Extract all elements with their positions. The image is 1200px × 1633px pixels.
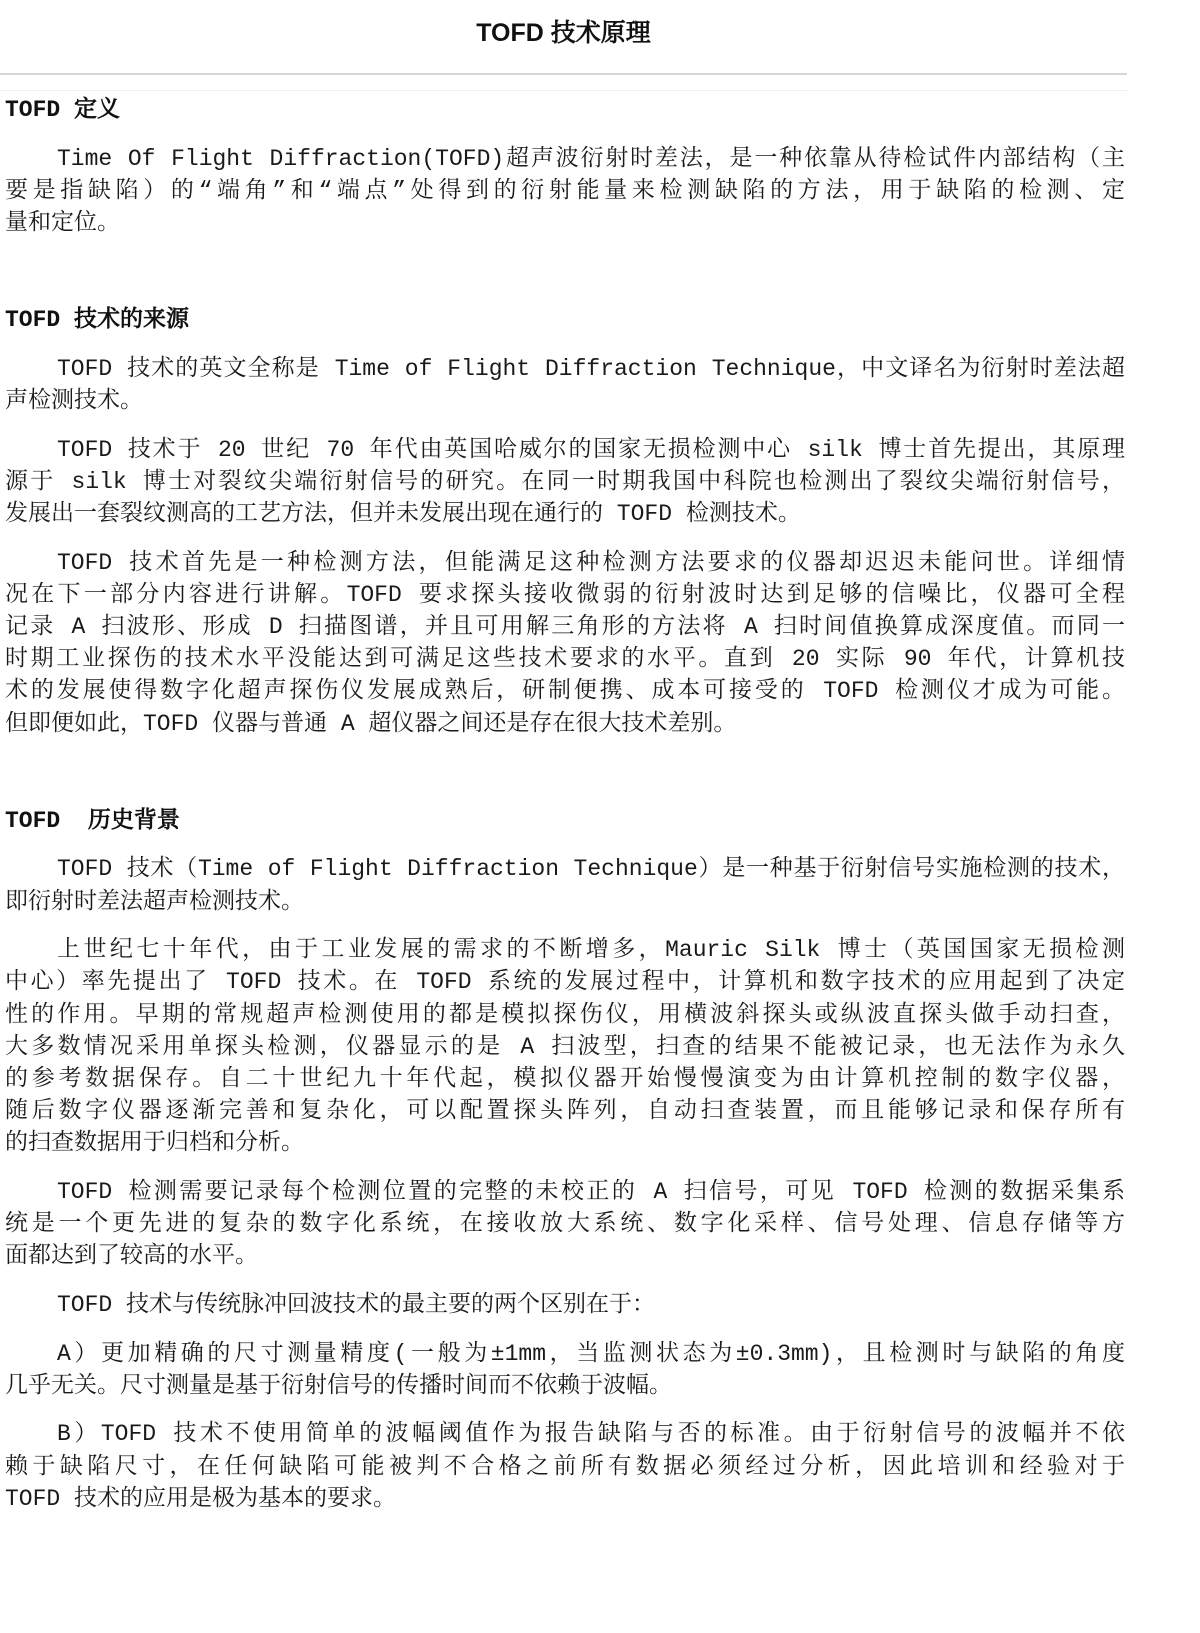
text-line: 源于 silk 博士对裂纹尖端衍射信号的研究。在同一时期我国中科院也检测出了裂纹尖端衍射信号， bbox=[5, 468, 1125, 495]
text-line: 统是一个更先进的复杂的数字化系统，在接收放大系统、数字化采样、信号处理、信息存储等方 bbox=[5, 1211, 1125, 1238]
text-line: 面都达到了较高的水平。 bbox=[5, 1243, 258, 1270]
section-definition bbox=[5, 94, 1125, 239]
paragraph bbox=[5, 1418, 1125, 1515]
paragraph bbox=[5, 1338, 1125, 1402]
header-divider-shadow bbox=[0, 90, 1127, 91]
text-line: 中心）率先提出了 TOFD 技术。在 TOFD 系统的发展过程中，计算机和数字技术的应用起到了决定 bbox=[5, 969, 1125, 996]
text-line: 的扫查数据用于归档和分析。 bbox=[5, 1130, 304, 1157]
paragraph bbox=[5, 1176, 1125, 1273]
text-line: 发展出一套裂纹测高的工艺方法，但并未发展出现在通行的 TOFD 检测技术。 bbox=[5, 501, 801, 527]
text-line: TOFD 技术首先是一种检测方法，但能满足这种检测方法要求的仪器却迟迟未能问世。详细情 bbox=[57, 549, 1125, 576]
text-line: 术的发展使得数字化超声探伤仪发展成熟后，研制便携、成本可接受的 TOFD 检测仪才成为可能。 bbox=[5, 678, 1125, 705]
text-line: TOFD 技术的英文全称是 Time of Flight Diffraction Technique，中文译名为衍射时差法超 bbox=[57, 355, 1125, 382]
paragraph bbox=[5, 934, 1125, 1159]
section-heading: TOFD 技术的来源 bbox=[5, 307, 190, 334]
paragraph bbox=[5, 143, 1125, 240]
text-line: TOFD 技术与传统脉冲回波技术的最主要的两个区别在于： bbox=[57, 1292, 656, 1319]
text-line: 性的作用。早期的常规超声检测使用的都是模拟探伤仪，用横波斜探头或纵波直探头做手动扫查， bbox=[5, 1001, 1125, 1028]
text-line: 记录 A 扫波形、形成 D 扫描图谱，并且可用解三角形的方法将 A 扫时间值换算成深度值。而同一 bbox=[5, 614, 1125, 640]
paragraph bbox=[5, 353, 1125, 417]
paragraph bbox=[5, 853, 1125, 917]
text-line: Time Of Flight Diffraction(TOFD)超声波衍射时差法，是一种依靠从待检试件内部结构（主 bbox=[57, 145, 1125, 172]
page-title: TOFD 技术原理 bbox=[476, 19, 651, 47]
text-line: 但即便如此，TOFD 仪器与普通 A 超仪器之间还是存在很大技术差别。 bbox=[5, 710, 737, 737]
text-line: 要是指缺陷）的“端角”和“端点”处得到的衍射能量来检测缺陷的方法，用于缺陷的检测、定 bbox=[5, 177, 1125, 204]
paragraph bbox=[5, 547, 1125, 740]
document-body bbox=[5, 94, 1125, 1515]
text-line: B）TOFD 技术不使用简单的波幅阈值作为报告缺陷与否的标准。由于衍射信号的波幅并不依 bbox=[57, 1421, 1125, 1448]
section-history bbox=[5, 805, 1125, 1515]
text-line: 即衍射时差法超声检测技术。 bbox=[5, 888, 304, 915]
text-line: TOFD 技术的应用是极为基本的要求。 bbox=[5, 1485, 397, 1512]
text-line: 赖于缺陷尺寸，在任何缺陷可能被判不合格之前所有数据必须经过分析，因此培训和经验对于 bbox=[5, 1453, 1125, 1480]
text-line: 大多数情况采用单探头检测，仪器显示的是 A 扫波型，扫查的结果不能被记录，也无法作为永久 bbox=[5, 1033, 1125, 1060]
section-origin bbox=[5, 304, 1125, 740]
text-line: 量和定位。 bbox=[5, 210, 120, 236]
text-line: 况在下一部分内容进行讲解。TOFD 要求探头接收微弱的衍射波时达到足够的信噪比，仪器可全程 bbox=[5, 581, 1125, 608]
text-line: TOFD 技术于 20 世纪 70 年代由英国哈威尔的国家无损检测中心 silk 博士首先提出，其原理 bbox=[57, 436, 1125, 463]
text-line: 几乎无关。尺寸测量是基于衍射信号的传播时间而不依赖于波幅。 bbox=[5, 1372, 672, 1399]
paragraph bbox=[5, 434, 1125, 531]
text-line: 随后数字仪器逐渐完善和复杂化，可以配置探头阵列，自动扫查装置，而且能够记录和保存所有 bbox=[5, 1098, 1125, 1125]
paragraph bbox=[5, 1289, 1125, 1321]
section-heading: TOFD 历史背景 bbox=[5, 807, 180, 834]
text-line: 的参考数据保存。自二十世纪九十年代起，模拟仪器开始慢慢演变为由计算机控制的数字仪器， bbox=[5, 1066, 1125, 1093]
text-line: TOFD 技术（Time of Flight Diffraction Technique）是一种基于衍射信号实施检测的技术， bbox=[57, 856, 1125, 883]
text-line: 声检测技术。 bbox=[5, 388, 143, 414]
section-heading: TOFD 定义 bbox=[5, 97, 121, 123]
text-line: 时期工业探伤的技术水平没能达到可满足这些技术要求的水平。直到 20 实际 90 年代，计算机技 bbox=[5, 646, 1125, 673]
text-line: 上世纪七十年代，由于工业发展的需求的不断增多，Mauric Silk 博士（英国国家无损检测 bbox=[57, 937, 1125, 964]
header-divider bbox=[0, 73, 1127, 75]
text-line: TOFD 检测需要记录每个检测位置的完整的未校正的 A 扫信号，可见 TOFD 检测的数据采集系 bbox=[57, 1179, 1125, 1206]
text-line: A）更加精确的尺寸测量精度(一般为±1mm，当监测状态为±0.3mm)，且检测时与缺陷的角度 bbox=[57, 1340, 1125, 1367]
